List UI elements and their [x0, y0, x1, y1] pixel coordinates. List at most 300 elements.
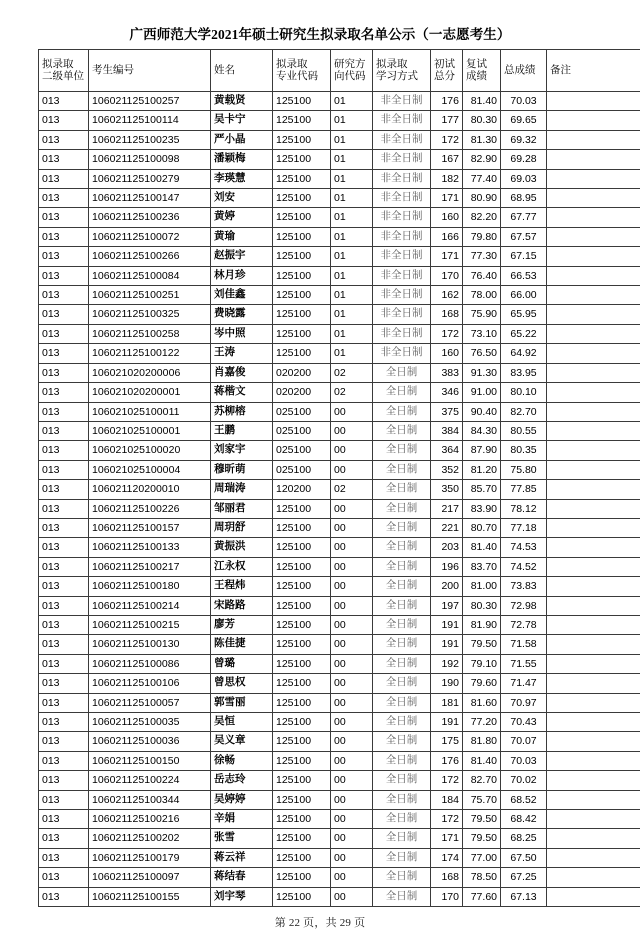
cell-name: 刘家宇 — [211, 441, 273, 460]
cell-first-total: 166 — [431, 227, 463, 246]
cell-note — [547, 286, 640, 305]
cell-exam-no: 106021125100179 — [89, 848, 211, 867]
cell-name: 李瑛慧 — [211, 169, 273, 188]
cell-major-code: 125100 — [273, 557, 331, 576]
cell-first-total: 176 — [431, 92, 463, 111]
cell-second-score: 77.30 — [463, 247, 501, 266]
cell-study-mode: 非全日制 — [373, 189, 431, 208]
cell-major-code: 020200 — [273, 383, 331, 402]
cell-first-total: 375 — [431, 402, 463, 421]
table-row — [39, 868, 640, 887]
cell-second-score: 73.10 — [463, 324, 501, 343]
cell-note — [547, 208, 640, 227]
cell-major-code: 125100 — [273, 790, 331, 809]
cell-unit: 013 — [39, 732, 89, 751]
cell-direction-code: 00 — [331, 421, 373, 440]
cell-unit: 013 — [39, 596, 89, 615]
cell-unit: 013 — [39, 848, 89, 867]
column-header-line2: 向代码 — [334, 71, 369, 83]
cell-direction-code: 02 — [331, 383, 373, 402]
cell-first-total: 191 — [431, 713, 463, 732]
cell-first-total: 160 — [431, 208, 463, 227]
cell-unit: 013 — [39, 227, 89, 246]
cell-unit: 013 — [39, 499, 89, 518]
cell-name: 刘佳鑫 — [211, 286, 273, 305]
cell-direction-code: 00 — [331, 538, 373, 557]
cell-exam-no: 106021125100147 — [89, 189, 211, 208]
cell-unit: 013 — [39, 480, 89, 499]
cell-unit: 013 — [39, 111, 89, 130]
table-row — [39, 751, 640, 770]
cell-exam-no: 106021125100114 — [89, 111, 211, 130]
cell-total-score: 74.53 — [501, 538, 547, 557]
cell-major-code: 125100 — [273, 130, 331, 149]
cell-major-code: 120200 — [273, 480, 331, 499]
cell-total-score: 67.15 — [501, 247, 547, 266]
column-header-line2: 学习方式 — [376, 71, 427, 83]
cell-exam-no: 106021125100325 — [89, 305, 211, 324]
cell-second-score: 77.60 — [463, 887, 501, 906]
cell-total-score: 70.07 — [501, 732, 547, 751]
cell-note — [547, 771, 640, 790]
cell-second-score: 79.80 — [463, 227, 501, 246]
cell-note — [547, 499, 640, 518]
cell-study-mode: 全日制 — [373, 887, 431, 906]
cell-first-total: 172 — [431, 324, 463, 343]
cell-note — [547, 557, 640, 576]
column-header-line2: 总分 — [434, 71, 459, 83]
column-header-line1: 初试 — [434, 59, 455, 70]
cell-study-mode: 非全日制 — [373, 130, 431, 149]
column-header-line1: 考生编号 — [92, 65, 134, 76]
cell-name: 陈佳捷 — [211, 635, 273, 654]
cell-study-mode: 全日制 — [373, 577, 431, 596]
cell-first-total: 383 — [431, 363, 463, 382]
cell-total-score: 64.92 — [501, 344, 547, 363]
cell-name: 严小晶 — [211, 130, 273, 149]
cell-unit: 013 — [39, 460, 89, 479]
cell-total-score: 66.00 — [501, 286, 547, 305]
cell-second-score: 81.00 — [463, 577, 501, 596]
cell-direction-code: 01 — [331, 208, 373, 227]
cell-exam-no: 106021125100150 — [89, 751, 211, 770]
cell-direction-code: 00 — [331, 654, 373, 673]
cell-name: 蒋云祥 — [211, 848, 273, 867]
table-row — [39, 887, 640, 906]
cell-exam-no: 106021120200010 — [89, 480, 211, 499]
cell-note — [547, 596, 640, 615]
table-row — [39, 518, 640, 537]
cell-study-mode: 非全日制 — [373, 111, 431, 130]
cell-study-mode: 全日制 — [373, 790, 431, 809]
cell-direction-code: 00 — [331, 557, 373, 576]
cell-total-score: 82.70 — [501, 402, 547, 421]
table-row — [39, 480, 640, 499]
cell-note — [547, 480, 640, 499]
cell-second-score: 77.00 — [463, 848, 501, 867]
cell-total-score: 67.13 — [501, 887, 547, 906]
cell-study-mode: 全日制 — [373, 499, 431, 518]
cell-study-mode: 全日制 — [373, 771, 431, 790]
cell-direction-code: 01 — [331, 111, 373, 130]
cell-major-code: 125100 — [273, 829, 331, 848]
cell-unit: 013 — [39, 751, 89, 770]
cell-exam-no: 106021125100180 — [89, 577, 211, 596]
cell-total-score: 80.55 — [501, 421, 547, 440]
cell-first-total: 171 — [431, 189, 463, 208]
cell-name: 王涛 — [211, 344, 273, 363]
table-row — [39, 577, 640, 596]
cell-exam-no: 106021025100011 — [89, 402, 211, 421]
cell-name: 黄瑜 — [211, 227, 273, 246]
cell-total-score: 66.53 — [501, 266, 547, 285]
cell-unit: 013 — [39, 887, 89, 906]
cell-unit: 013 — [39, 363, 89, 382]
cell-second-score: 80.70 — [463, 518, 501, 537]
cell-major-code: 125100 — [273, 227, 331, 246]
cell-major-code: 125100 — [273, 92, 331, 111]
cell-study-mode: 全日制 — [373, 441, 431, 460]
cell-name: 刘安 — [211, 189, 273, 208]
cell-exam-no: 106021125100224 — [89, 771, 211, 790]
cell-second-score: 79.60 — [463, 674, 501, 693]
table-row — [39, 635, 640, 654]
cell-unit: 013 — [39, 324, 89, 343]
cell-direction-code: 00 — [331, 460, 373, 479]
cell-study-mode: 全日制 — [373, 557, 431, 576]
cell-total-score: 72.78 — [501, 615, 547, 634]
cell-unit: 013 — [39, 208, 89, 227]
cell-study-mode: 全日制 — [373, 538, 431, 557]
cell-name: 林月珍 — [211, 266, 273, 285]
cell-first-total: 162 — [431, 286, 463, 305]
cell-major-code: 125100 — [273, 771, 331, 790]
cell-second-score: 79.50 — [463, 829, 501, 848]
cell-first-total: 197 — [431, 596, 463, 615]
cell-unit: 013 — [39, 305, 89, 324]
cell-direction-code: 01 — [331, 305, 373, 324]
cell-second-score: 81.30 — [463, 130, 501, 149]
cell-second-score: 83.70 — [463, 557, 501, 576]
cell-total-score: 78.12 — [501, 499, 547, 518]
cell-study-mode: 全日制 — [373, 460, 431, 479]
cell-total-score: 69.65 — [501, 111, 547, 130]
cell-name: 王鹏 — [211, 421, 273, 440]
cell-exam-no: 106021020200001 — [89, 383, 211, 402]
cell-exam-no: 106021125100106 — [89, 674, 211, 693]
cell-first-total: 168 — [431, 305, 463, 324]
cell-study-mode: 全日制 — [373, 615, 431, 634]
cell-direction-code: 01 — [331, 227, 373, 246]
cell-name: 王程炜 — [211, 577, 273, 596]
cell-study-mode: 全日制 — [373, 518, 431, 537]
cell-note — [547, 635, 640, 654]
cell-name: 刘宇琴 — [211, 887, 273, 906]
cell-direction-code: 00 — [331, 499, 373, 518]
table-row — [39, 92, 640, 111]
cell-direction-code: 00 — [331, 868, 373, 887]
cell-note — [547, 402, 640, 421]
cell-major-code: 125100 — [273, 150, 331, 169]
cell-study-mode: 全日制 — [373, 402, 431, 421]
cell-note — [547, 577, 640, 596]
cell-second-score: 78.00 — [463, 286, 501, 305]
cell-direction-code: 00 — [331, 441, 373, 460]
cell-major-code: 125100 — [273, 577, 331, 596]
cell-direction-code: 00 — [331, 829, 373, 848]
cell-major-code: 125100 — [273, 286, 331, 305]
table-row — [39, 247, 640, 266]
cell-note — [547, 790, 640, 809]
cell-direction-code: 00 — [331, 693, 373, 712]
table-row — [39, 499, 640, 518]
cell-exam-no: 106021020200006 — [89, 363, 211, 382]
column-header-total-score — [501, 50, 547, 92]
cell-exam-no: 106021125100097 — [89, 868, 211, 887]
cell-name: 肖嘉俊 — [211, 363, 273, 382]
cell-name: 吴义章 — [211, 732, 273, 751]
cell-first-total: 196 — [431, 557, 463, 576]
cell-unit: 013 — [39, 557, 89, 576]
cell-direction-code: 00 — [331, 887, 373, 906]
cell-direction-code: 00 — [331, 713, 373, 732]
cell-note — [547, 887, 640, 906]
cell-second-score: 75.70 — [463, 790, 501, 809]
cell-second-score: 83.90 — [463, 499, 501, 518]
cell-exam-no: 106021125100155 — [89, 887, 211, 906]
cell-exam-no: 106021125100202 — [89, 829, 211, 848]
table-row — [39, 111, 640, 130]
cell-second-score: 79.50 — [463, 810, 501, 829]
cell-name: 赵振宇 — [211, 247, 273, 266]
cell-direction-code: 01 — [331, 266, 373, 285]
cell-note — [547, 92, 640, 111]
cell-unit: 013 — [39, 286, 89, 305]
table-row — [39, 227, 640, 246]
cell-total-score: 72.98 — [501, 596, 547, 615]
cell-exam-no: 106021125100279 — [89, 169, 211, 188]
cell-major-code: 125100 — [273, 538, 331, 557]
cell-exam-no: 106021125100057 — [89, 693, 211, 712]
cell-note — [547, 363, 640, 382]
table-row — [39, 344, 640, 363]
cell-study-mode: 全日制 — [373, 383, 431, 402]
cell-major-code: 125100 — [273, 810, 331, 829]
cell-direction-code: 00 — [331, 771, 373, 790]
cell-name: 周瑞涛 — [211, 480, 273, 499]
cell-exam-no: 106021125100036 — [89, 732, 211, 751]
cell-major-code: 125100 — [273, 247, 331, 266]
header-row — [39, 50, 640, 92]
cell-name: 穆昕萌 — [211, 460, 273, 479]
table-row — [39, 441, 640, 460]
cell-second-score: 80.30 — [463, 111, 501, 130]
cell-exam-no: 106021125100226 — [89, 499, 211, 518]
cell-unit: 013 — [39, 654, 89, 673]
cell-total-score: 65.95 — [501, 305, 547, 324]
cell-total-score: 67.57 — [501, 227, 547, 246]
cell-unit: 013 — [39, 538, 89, 557]
cell-second-score: 81.90 — [463, 615, 501, 634]
cell-note — [547, 189, 640, 208]
column-header-first-total — [431, 50, 463, 92]
cell-exam-no: 106021125100122 — [89, 344, 211, 363]
table-row — [39, 848, 640, 867]
cell-exam-no: 106021125100084 — [89, 266, 211, 285]
cell-major-code: 025100 — [273, 441, 331, 460]
cell-first-total: 190 — [431, 674, 463, 693]
cell-note — [547, 713, 640, 732]
column-header-line1: 研究方 — [334, 59, 366, 70]
cell-direction-code: 01 — [331, 324, 373, 343]
cell-total-score: 69.03 — [501, 169, 547, 188]
cell-major-code: 025100 — [273, 460, 331, 479]
cell-study-mode: 全日制 — [373, 480, 431, 499]
cell-exam-no: 106021025100001 — [89, 421, 211, 440]
cell-major-code: 025100 — [273, 421, 331, 440]
cell-unit: 013 — [39, 92, 89, 111]
cell-first-total: 171 — [431, 247, 463, 266]
cell-direction-code: 00 — [331, 790, 373, 809]
column-header-line2: 专业代码 — [276, 71, 327, 83]
cell-major-code: 125100 — [273, 208, 331, 227]
cell-direction-code: 01 — [331, 169, 373, 188]
cell-name: 岑中照 — [211, 324, 273, 343]
cell-second-score: 76.40 — [463, 266, 501, 285]
cell-note — [547, 324, 640, 343]
cell-first-total: 177 — [431, 111, 463, 130]
cell-major-code: 020200 — [273, 363, 331, 382]
column-header-line1: 拟录取 — [276, 59, 308, 70]
cell-first-total: 191 — [431, 635, 463, 654]
cell-unit: 013 — [39, 693, 89, 712]
table-row — [39, 693, 640, 712]
cell-unit: 013 — [39, 189, 89, 208]
cell-note — [547, 460, 640, 479]
cell-second-score: 82.20 — [463, 208, 501, 227]
cell-direction-code: 00 — [331, 615, 373, 634]
cell-study-mode: 非全日制 — [373, 169, 431, 188]
cell-name: 费晓露 — [211, 305, 273, 324]
cell-study-mode: 全日制 — [373, 635, 431, 654]
cell-study-mode: 全日制 — [373, 693, 431, 712]
table-row — [39, 130, 640, 149]
column-header-unit — [39, 50, 89, 92]
cell-second-score: 81.40 — [463, 751, 501, 770]
column-header-direction-code — [331, 50, 373, 92]
cell-note — [547, 674, 640, 693]
cell-name: 潘颖梅 — [211, 150, 273, 169]
cell-direction-code: 02 — [331, 480, 373, 499]
cell-direction-code: 00 — [331, 635, 373, 654]
cell-study-mode: 全日制 — [373, 868, 431, 887]
cell-name: 江永权 — [211, 557, 273, 576]
cell-unit: 013 — [39, 130, 89, 149]
cell-total-score: 77.18 — [501, 518, 547, 537]
cell-note — [547, 441, 640, 460]
cell-first-total: 170 — [431, 266, 463, 285]
cell-second-score: 82.70 — [463, 771, 501, 790]
cell-note — [547, 732, 640, 751]
cell-note — [547, 421, 640, 440]
table-row — [39, 460, 640, 479]
cell-study-mode: 全日制 — [373, 421, 431, 440]
cell-first-total: 384 — [431, 421, 463, 440]
cell-name: 吴卡宁 — [211, 111, 273, 130]
cell-total-score: 70.02 — [501, 771, 547, 790]
cell-major-code: 125100 — [273, 848, 331, 867]
column-header-line1: 姓名 — [214, 65, 235, 76]
cell-first-total: 182 — [431, 169, 463, 188]
cell-exam-no: 106021025100004 — [89, 460, 211, 479]
cell-total-score: 73.83 — [501, 577, 547, 596]
cell-major-code: 125100 — [273, 305, 331, 324]
cell-second-score: 79.50 — [463, 635, 501, 654]
cell-name: 蒋楷文 — [211, 383, 273, 402]
table-row — [39, 266, 640, 285]
cell-major-code: 125100 — [273, 713, 331, 732]
cell-total-score: 71.47 — [501, 674, 547, 693]
cell-major-code: 125100 — [273, 654, 331, 673]
cell-total-score: 65.22 — [501, 324, 547, 343]
cell-total-score: 70.03 — [501, 751, 547, 770]
cell-study-mode: 全日制 — [373, 829, 431, 848]
cell-study-mode: 非全日制 — [373, 247, 431, 266]
cell-name: 岳志玲 — [211, 771, 273, 790]
cell-total-score: 67.50 — [501, 848, 547, 867]
cell-exam-no: 106021125100086 — [89, 654, 211, 673]
cell-total-score: 70.03 — [501, 92, 547, 111]
cell-name: 郭雪丽 — [211, 693, 273, 712]
cell-major-code: 125100 — [273, 887, 331, 906]
cell-first-total: 174 — [431, 848, 463, 867]
cell-second-score: 90.40 — [463, 402, 501, 421]
cell-second-score: 91.00 — [463, 383, 501, 402]
table-row — [39, 421, 640, 440]
cell-note — [547, 305, 640, 324]
cell-study-mode: 非全日制 — [373, 150, 431, 169]
column-header-major-code — [273, 50, 331, 92]
cell-second-score: 84.30 — [463, 421, 501, 440]
column-header-line1: 拟录取 — [376, 59, 408, 70]
cell-study-mode: 非全日制 — [373, 227, 431, 246]
cell-note — [547, 868, 640, 887]
cell-total-score: 75.80 — [501, 460, 547, 479]
cell-name: 廖芳 — [211, 615, 273, 634]
table-row — [39, 402, 640, 421]
cell-major-code: 125100 — [273, 169, 331, 188]
cell-exam-no: 106021125100251 — [89, 286, 211, 305]
cell-unit: 013 — [39, 344, 89, 363]
cell-first-total: 217 — [431, 499, 463, 518]
table-row — [39, 150, 640, 169]
cell-total-score: 68.95 — [501, 189, 547, 208]
cell-first-total: 181 — [431, 693, 463, 712]
table-row — [39, 305, 640, 324]
table-row — [39, 810, 640, 829]
cell-name: 徐畅 — [211, 751, 273, 770]
cell-total-score: 68.25 — [501, 829, 547, 848]
cell-direction-code: 01 — [331, 150, 373, 169]
table-row — [39, 732, 640, 751]
cell-study-mode: 全日制 — [373, 654, 431, 673]
cell-exam-no: 106021125100344 — [89, 790, 211, 809]
cell-second-score: 78.50 — [463, 868, 501, 887]
table-header — [39, 50, 640, 92]
table-row — [39, 790, 640, 809]
cell-direction-code: 00 — [331, 402, 373, 421]
cell-unit: 013 — [39, 771, 89, 790]
